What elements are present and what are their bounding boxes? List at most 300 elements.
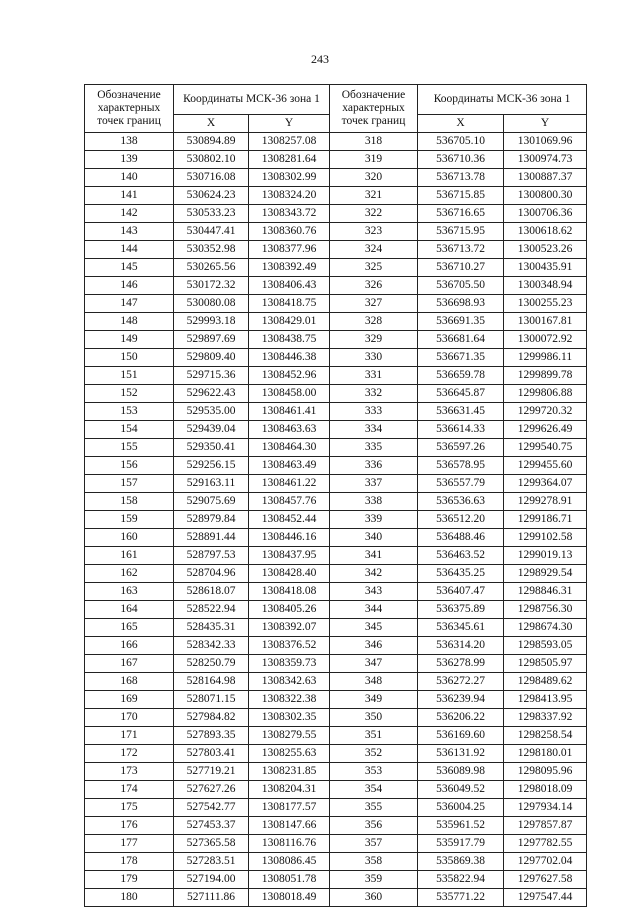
point-id-cell: 155 xyxy=(85,439,174,457)
table-row xyxy=(85,259,587,277)
x-cell: 536691.35 xyxy=(418,313,504,331)
y-cell: 1300072.92 xyxy=(504,331,587,349)
y-cell: 1308231.85 xyxy=(249,763,330,781)
x-cell: 529897.69 xyxy=(174,331,249,349)
x-cell: 528891.44 xyxy=(174,529,249,547)
y-cell: 1298018.09 xyxy=(504,781,587,799)
point-id-cell: 351 xyxy=(330,727,418,745)
x-cell: 529993.18 xyxy=(174,313,249,331)
point-id-cell: 140 xyxy=(85,169,174,187)
table-header xyxy=(85,85,587,133)
y-cell: 1308377.96 xyxy=(249,241,330,259)
point-id-cell: 153 xyxy=(85,403,174,421)
x-cell: 536536.63 xyxy=(418,493,504,511)
y-cell: 1298505.97 xyxy=(504,655,587,673)
point-id-cell: 339 xyxy=(330,511,418,529)
point-id-cell: 340 xyxy=(330,529,418,547)
y-cell: 1299899.78 xyxy=(504,367,587,385)
point-label-header: Обозначение характерных точек границ xyxy=(85,85,174,133)
y-cell: 1308463.63 xyxy=(249,421,330,439)
y-cell: 1298929.54 xyxy=(504,565,587,583)
x-cell: 536314.20 xyxy=(418,637,504,655)
point-id-cell: 174 xyxy=(85,781,174,799)
table-row xyxy=(85,457,587,475)
y-cell: 1298337.92 xyxy=(504,709,587,727)
x-cell: 530533.23 xyxy=(174,205,249,223)
point-id-cell: 159 xyxy=(85,511,174,529)
x-cell: 530447.41 xyxy=(174,223,249,241)
y-cell: 1308359.73 xyxy=(249,655,330,673)
y-header: Y xyxy=(249,115,330,133)
y-header: Y xyxy=(504,115,587,133)
x-cell: 536645.87 xyxy=(418,385,504,403)
x-cell: 528250.79 xyxy=(174,655,249,673)
x-cell: 536705.50 xyxy=(418,277,504,295)
y-cell: 1299102.58 xyxy=(504,529,587,547)
point-id-cell: 152 xyxy=(85,385,174,403)
x-cell: 536716.65 xyxy=(418,205,504,223)
y-cell: 1308446.16 xyxy=(249,529,330,547)
x-header: X xyxy=(418,115,504,133)
x-cell: 529622.43 xyxy=(174,385,249,403)
x-cell: 536631.45 xyxy=(418,403,504,421)
point-id-cell: 334 xyxy=(330,421,418,439)
point-id-cell: 161 xyxy=(85,547,174,565)
table-row xyxy=(85,691,587,709)
x-cell: 536597.26 xyxy=(418,439,504,457)
point-id-cell: 177 xyxy=(85,835,174,853)
y-cell: 1308343.72 xyxy=(249,205,330,223)
point-id-cell: 322 xyxy=(330,205,418,223)
y-cell: 1298258.54 xyxy=(504,727,587,745)
x-cell: 528979.84 xyxy=(174,511,249,529)
y-cell: 1298756.30 xyxy=(504,601,587,619)
table-row xyxy=(85,871,587,889)
table-row xyxy=(85,619,587,637)
point-id-cell: 179 xyxy=(85,871,174,889)
y-cell: 1308463.49 xyxy=(249,457,330,475)
x-cell: 527453.37 xyxy=(174,817,249,835)
table-row xyxy=(85,439,587,457)
table-row xyxy=(85,781,587,799)
table-row xyxy=(85,817,587,835)
point-id-cell: 319 xyxy=(330,151,418,169)
x-cell: 530802.10 xyxy=(174,151,249,169)
table-row xyxy=(85,655,587,673)
y-cell: 1308086.45 xyxy=(249,853,330,871)
y-cell: 1308018.49 xyxy=(249,889,330,907)
y-cell: 1300974.73 xyxy=(504,151,587,169)
point-id-cell: 173 xyxy=(85,763,174,781)
point-id-cell: 323 xyxy=(330,223,418,241)
x-cell: 536512.20 xyxy=(418,511,504,529)
point-id-cell: 165 xyxy=(85,619,174,637)
x-cell: 536345.61 xyxy=(418,619,504,637)
y-cell: 1297934.14 xyxy=(504,799,587,817)
point-id-cell: 157 xyxy=(85,475,174,493)
point-id-cell: 332 xyxy=(330,385,418,403)
point-id-cell: 360 xyxy=(330,889,418,907)
y-cell: 1297782.55 xyxy=(504,835,587,853)
x-cell: 536169.60 xyxy=(418,727,504,745)
point-id-cell: 350 xyxy=(330,709,418,727)
x-cell: 527194.00 xyxy=(174,871,249,889)
point-id-cell: 357 xyxy=(330,835,418,853)
table-row xyxy=(85,277,587,295)
y-cell: 1308438.75 xyxy=(249,331,330,349)
point-id-cell: 335 xyxy=(330,439,418,457)
x-cell: 527803.41 xyxy=(174,745,249,763)
table-row xyxy=(85,745,587,763)
x-cell: 529075.69 xyxy=(174,493,249,511)
y-cell: 1299626.49 xyxy=(504,421,587,439)
table-row xyxy=(85,763,587,781)
y-cell: 1298413.95 xyxy=(504,691,587,709)
y-cell: 1297857.87 xyxy=(504,817,587,835)
point-id-cell: 329 xyxy=(330,331,418,349)
x-cell: 527984.82 xyxy=(174,709,249,727)
y-cell: 1299986.11 xyxy=(504,349,587,367)
x-cell: 528704.96 xyxy=(174,565,249,583)
y-cell: 1299806.88 xyxy=(504,385,587,403)
y-cell: 1308429.01 xyxy=(249,313,330,331)
point-id-cell: 345 xyxy=(330,619,418,637)
point-id-cell: 139 xyxy=(85,151,174,169)
x-cell: 536463.52 xyxy=(418,547,504,565)
point-id-cell: 170 xyxy=(85,709,174,727)
y-cell: 1308461.22 xyxy=(249,475,330,493)
point-id-cell: 150 xyxy=(85,349,174,367)
y-cell: 1308204.31 xyxy=(249,781,330,799)
point-id-cell: 331 xyxy=(330,367,418,385)
y-cell: 1308051.78 xyxy=(249,871,330,889)
point-id-cell: 349 xyxy=(330,691,418,709)
y-cell: 1308458.00 xyxy=(249,385,330,403)
x-cell: 530352.98 xyxy=(174,241,249,259)
x-cell: 528164.98 xyxy=(174,673,249,691)
y-cell: 1308342.63 xyxy=(249,673,330,691)
y-cell: 1298846.31 xyxy=(504,583,587,601)
point-id-cell: 142 xyxy=(85,205,174,223)
x-cell: 536206.22 xyxy=(418,709,504,727)
point-id-cell: 166 xyxy=(85,637,174,655)
x-cell: 530265.56 xyxy=(174,259,249,277)
x-cell: 536705.10 xyxy=(418,133,504,151)
point-id-cell: 318 xyxy=(330,133,418,151)
y-cell: 1301069.96 xyxy=(504,133,587,151)
x-cell: 536488.46 xyxy=(418,529,504,547)
point-id-cell: 156 xyxy=(85,457,174,475)
y-cell: 1300435.91 xyxy=(504,259,587,277)
x-cell: 535771.22 xyxy=(418,889,504,907)
y-cell: 1308428.40 xyxy=(249,565,330,583)
y-cell: 1299186.71 xyxy=(504,511,587,529)
y-cell: 1308322.38 xyxy=(249,691,330,709)
point-id-cell: 356 xyxy=(330,817,418,835)
y-cell: 1299364.07 xyxy=(504,475,587,493)
y-cell: 1300618.62 xyxy=(504,223,587,241)
y-cell: 1299720.32 xyxy=(504,403,587,421)
y-cell: 1298180.01 xyxy=(504,745,587,763)
point-id-cell: 138 xyxy=(85,133,174,151)
point-id-cell: 160 xyxy=(85,529,174,547)
table-row xyxy=(85,799,587,817)
x-cell: 528071.15 xyxy=(174,691,249,709)
y-cell: 1308437.95 xyxy=(249,547,330,565)
x-cell: 536049.52 xyxy=(418,781,504,799)
y-cell: 1298674.30 xyxy=(504,619,587,637)
table-row xyxy=(85,313,587,331)
y-cell: 1297547.44 xyxy=(504,889,587,907)
table-row xyxy=(85,493,587,511)
x-cell: 528618.07 xyxy=(174,583,249,601)
y-cell: 1308360.76 xyxy=(249,223,330,241)
y-cell: 1308281.64 xyxy=(249,151,330,169)
y-cell: 1308418.08 xyxy=(249,583,330,601)
y-cell: 1308147.66 xyxy=(249,817,330,835)
y-cell: 1308457.76 xyxy=(249,493,330,511)
point-id-cell: 172 xyxy=(85,745,174,763)
x-header: X xyxy=(174,115,249,133)
point-id-cell: 168 xyxy=(85,673,174,691)
coord-group-header: Координаты МСК-36 зона 1 xyxy=(174,85,330,115)
table-row xyxy=(85,637,587,655)
x-cell: 536089.98 xyxy=(418,763,504,781)
point-id-cell: 141 xyxy=(85,187,174,205)
x-cell: 536715.95 xyxy=(418,223,504,241)
x-cell: 535961.52 xyxy=(418,817,504,835)
y-cell: 1308116.76 xyxy=(249,835,330,853)
y-cell: 1308302.99 xyxy=(249,169,330,187)
point-id-cell: 164 xyxy=(85,601,174,619)
point-id-cell: 176 xyxy=(85,817,174,835)
point-label-header: Обозначение характерных точек границ xyxy=(330,85,418,133)
point-id-cell: 336 xyxy=(330,457,418,475)
table-row xyxy=(85,601,587,619)
point-id-cell: 324 xyxy=(330,241,418,259)
y-cell: 1308279.55 xyxy=(249,727,330,745)
x-cell: 536713.72 xyxy=(418,241,504,259)
x-cell: 527627.26 xyxy=(174,781,249,799)
x-cell: 536710.36 xyxy=(418,151,504,169)
y-cell: 1308392.49 xyxy=(249,259,330,277)
table-row xyxy=(85,349,587,367)
point-id-cell: 347 xyxy=(330,655,418,673)
table-row xyxy=(85,223,587,241)
table-row xyxy=(85,583,587,601)
y-cell: 1308405.26 xyxy=(249,601,330,619)
point-id-cell: 144 xyxy=(85,241,174,259)
point-id-cell: 344 xyxy=(330,601,418,619)
table-row xyxy=(85,241,587,259)
y-cell: 1299278.91 xyxy=(504,493,587,511)
table-row xyxy=(85,169,587,187)
table-row xyxy=(85,889,587,907)
x-cell: 529350.41 xyxy=(174,439,249,457)
x-cell: 527719.21 xyxy=(174,763,249,781)
table-row xyxy=(85,385,587,403)
x-cell: 536659.78 xyxy=(418,367,504,385)
y-cell: 1297627.58 xyxy=(504,871,587,889)
x-cell: 536131.92 xyxy=(418,745,504,763)
x-cell: 536407.47 xyxy=(418,583,504,601)
x-cell: 529809.40 xyxy=(174,349,249,367)
y-cell: 1308392.07 xyxy=(249,619,330,637)
point-id-cell: 333 xyxy=(330,403,418,421)
x-cell: 527893.35 xyxy=(174,727,249,745)
y-cell: 1308406.43 xyxy=(249,277,330,295)
point-id-cell: 145 xyxy=(85,259,174,277)
point-id-cell: 337 xyxy=(330,475,418,493)
point-id-cell: 151 xyxy=(85,367,174,385)
x-cell: 536272.27 xyxy=(418,673,504,691)
x-cell: 529163.11 xyxy=(174,475,249,493)
y-cell: 1300800.30 xyxy=(504,187,587,205)
point-id-cell: 325 xyxy=(330,259,418,277)
x-cell: 529256.15 xyxy=(174,457,249,475)
point-id-cell: 149 xyxy=(85,331,174,349)
point-id-cell: 162 xyxy=(85,565,174,583)
y-cell: 1308461.41 xyxy=(249,403,330,421)
x-cell: 528522.94 xyxy=(174,601,249,619)
table-row xyxy=(85,673,587,691)
x-cell: 536578.95 xyxy=(418,457,504,475)
x-cell: 529715.36 xyxy=(174,367,249,385)
coord-group-header: Координаты МСК-36 зона 1 xyxy=(418,85,587,115)
coordinates-table xyxy=(84,84,587,907)
y-cell: 1308452.44 xyxy=(249,511,330,529)
x-cell: 536671.35 xyxy=(418,349,504,367)
page-number: 243 xyxy=(311,52,329,66)
point-id-cell: 148 xyxy=(85,313,174,331)
point-id-cell: 146 xyxy=(85,277,174,295)
point-id-cell: 175 xyxy=(85,799,174,817)
y-cell: 1299019.13 xyxy=(504,547,587,565)
y-cell: 1308446.38 xyxy=(249,349,330,367)
point-id-cell: 354 xyxy=(330,781,418,799)
x-cell: 535917.79 xyxy=(418,835,504,853)
point-id-cell: 341 xyxy=(330,547,418,565)
x-cell: 536614.33 xyxy=(418,421,504,439)
x-cell: 530080.08 xyxy=(174,295,249,313)
point-id-cell: 143 xyxy=(85,223,174,241)
y-cell: 1300167.81 xyxy=(504,313,587,331)
x-cell: 536375.89 xyxy=(418,601,504,619)
y-cell: 1300887.37 xyxy=(504,169,587,187)
table-row xyxy=(85,151,587,169)
table-row xyxy=(85,835,587,853)
point-id-cell: 338 xyxy=(330,493,418,511)
y-cell: 1308255.63 xyxy=(249,745,330,763)
y-cell: 1300348.94 xyxy=(504,277,587,295)
x-cell: 530716.08 xyxy=(174,169,249,187)
table-row xyxy=(85,565,587,583)
point-id-cell: 180 xyxy=(85,889,174,907)
table-row xyxy=(85,511,587,529)
point-id-cell: 359 xyxy=(330,871,418,889)
table-row xyxy=(85,205,587,223)
table-row xyxy=(85,727,587,745)
point-id-cell: 327 xyxy=(330,295,418,313)
x-cell: 536715.85 xyxy=(418,187,504,205)
x-cell: 536239.94 xyxy=(418,691,504,709)
x-cell: 536004.25 xyxy=(418,799,504,817)
y-cell: 1308324.20 xyxy=(249,187,330,205)
point-id-cell: 171 xyxy=(85,727,174,745)
x-cell: 530172.32 xyxy=(174,277,249,295)
point-id-cell: 320 xyxy=(330,169,418,187)
table-row xyxy=(85,133,587,151)
table-row xyxy=(85,547,587,565)
point-id-cell: 326 xyxy=(330,277,418,295)
point-id-cell: 158 xyxy=(85,493,174,511)
x-cell: 527542.77 xyxy=(174,799,249,817)
y-cell: 1298593.05 xyxy=(504,637,587,655)
x-cell: 536710.27 xyxy=(418,259,504,277)
y-cell: 1308177.57 xyxy=(249,799,330,817)
table-row xyxy=(85,187,587,205)
table-row xyxy=(85,367,587,385)
x-cell: 529439.04 xyxy=(174,421,249,439)
point-id-cell: 343 xyxy=(330,583,418,601)
x-cell: 536435.25 xyxy=(418,565,504,583)
y-cell: 1308418.75 xyxy=(249,295,330,313)
x-cell: 535822.94 xyxy=(418,871,504,889)
x-cell: 536698.93 xyxy=(418,295,504,313)
point-id-cell: 328 xyxy=(330,313,418,331)
table-row xyxy=(85,403,587,421)
x-cell: 527111.86 xyxy=(174,889,249,907)
y-cell: 1300706.36 xyxy=(504,205,587,223)
table-body xyxy=(85,133,587,907)
point-id-cell: 348 xyxy=(330,673,418,691)
point-id-cell: 169 xyxy=(85,691,174,709)
y-cell: 1308302.35 xyxy=(249,709,330,727)
x-cell: 527283.51 xyxy=(174,853,249,871)
y-cell: 1298489.62 xyxy=(504,673,587,691)
point-id-cell: 353 xyxy=(330,763,418,781)
point-id-cell: 352 xyxy=(330,745,418,763)
x-cell: 529535.00 xyxy=(174,403,249,421)
table-row xyxy=(85,853,587,871)
point-id-cell: 355 xyxy=(330,799,418,817)
x-cell: 527365.58 xyxy=(174,835,249,853)
x-cell: 536278.99 xyxy=(418,655,504,673)
table-row xyxy=(85,421,587,439)
y-cell: 1299455.60 xyxy=(504,457,587,475)
x-cell: 536557.79 xyxy=(418,475,504,493)
y-cell: 1299540.75 xyxy=(504,439,587,457)
y-cell: 1297702.04 xyxy=(504,853,587,871)
x-cell: 530894.89 xyxy=(174,133,249,151)
table-row xyxy=(85,529,587,547)
point-id-cell: 154 xyxy=(85,421,174,439)
x-cell: 528435.31 xyxy=(174,619,249,637)
point-id-cell: 330 xyxy=(330,349,418,367)
point-id-cell: 342 xyxy=(330,565,418,583)
x-cell: 536713.78 xyxy=(418,169,504,187)
y-cell: 1298095.96 xyxy=(504,763,587,781)
x-cell: 528797.53 xyxy=(174,547,249,565)
point-id-cell: 178 xyxy=(85,853,174,871)
point-id-cell: 147 xyxy=(85,295,174,313)
point-id-cell: 167 xyxy=(85,655,174,673)
point-id-cell: 163 xyxy=(85,583,174,601)
x-cell: 528342.33 xyxy=(174,637,249,655)
table-row xyxy=(85,295,587,313)
x-cell: 535869.38 xyxy=(418,853,504,871)
point-id-cell: 346 xyxy=(330,637,418,655)
